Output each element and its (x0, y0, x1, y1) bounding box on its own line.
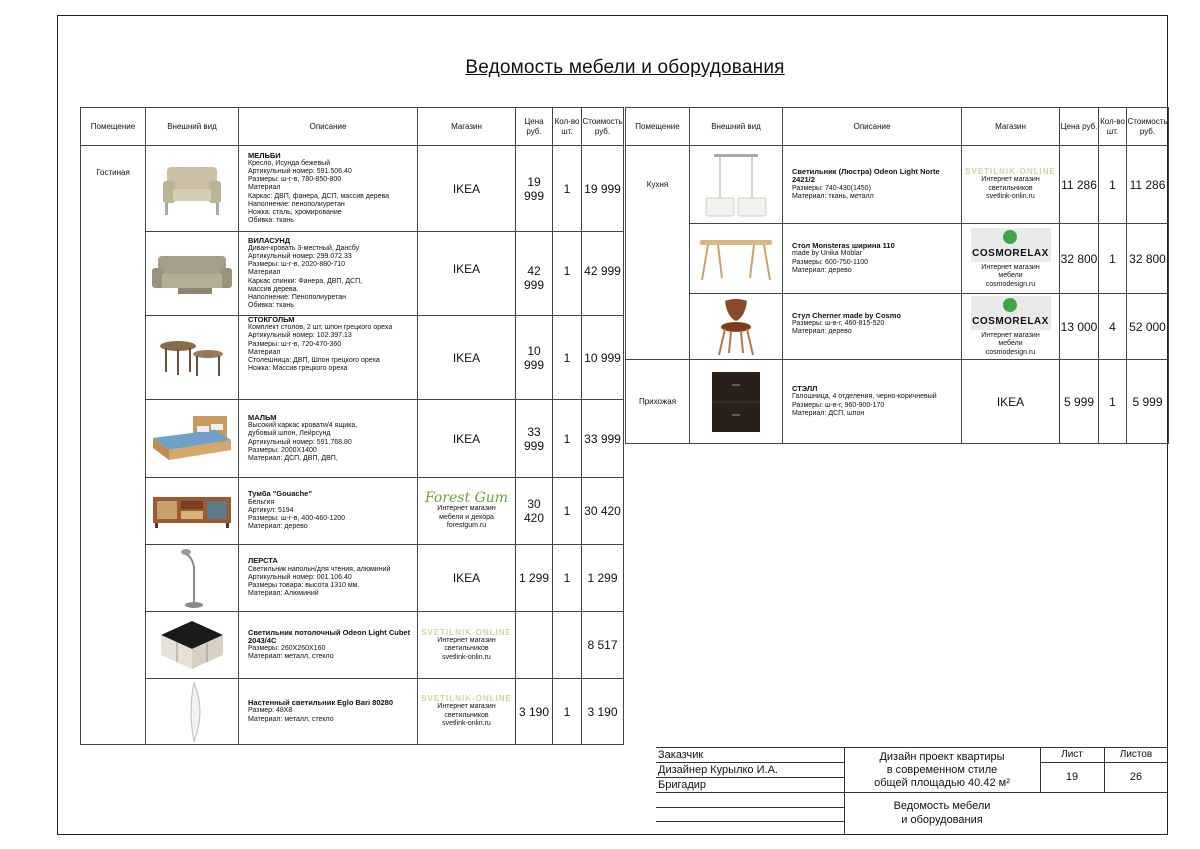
qty-cell: 1 (1099, 360, 1127, 444)
sofa-icon (146, 232, 239, 316)
armchair-icon (146, 146, 239, 232)
furniture-table-left (80, 107, 624, 745)
header-price: Цена руб. (1060, 108, 1099, 146)
header-look: Внешний вид (690, 108, 783, 146)
svetilnik-online-logo: SVETILNIK-ONLINE (421, 627, 512, 637)
price-cell: 5 999 (1060, 360, 1099, 444)
price-cell: 10 999 (516, 316, 553, 400)
shop-cell: COSMORELAX Интернет магазин мебели cosmodesign.ru (962, 294, 1060, 360)
table-row (81, 232, 624, 316)
item-description: ЛЕРСТА Светильник напольн/для чтения, алюминий Артикульный номер: 001.106.40 Размеры товара: высота 1310 мм. Материал: Алюминий (239, 545, 418, 612)
shop-cell: SVETILNIK-ONLINE Интернет магазин светильников svetlink-onlin.ru (962, 146, 1060, 224)
shop-cell: IKEA (418, 316, 516, 400)
cosmorelax-logo: COSMORELAX (971, 228, 1051, 262)
price-cell: 19 999 (516, 146, 553, 232)
qty-cell: 1 (1099, 224, 1127, 294)
svetilnik-online-logo: SVETILNIK-ONLINE (421, 694, 512, 704)
coffee-tables-icon (146, 316, 239, 400)
item-description: МЕЛЬБИ Кресло, Исунда бежевый Артикульный номер: 591.506.40 Размеры: ш-г-в, 780-850-800 Материал Каркас: ДВП, фанера, ДСП, массив дерева Наполнение: пенополиуретан Ножка: сталь, хромирование Обивка: ткань (239, 146, 418, 232)
item-description: Светильник (Люстра) Odeon Light Norte 2421/2 Размеры: 740-430(1450) Материал: ткань, металл (783, 146, 962, 224)
shop-cell: IKEA (418, 232, 516, 316)
cosmorelax-logo: COSMORELAX (971, 296, 1051, 330)
foreman-label: Бригадир (658, 779, 707, 791)
shop-cell: IKEA (962, 360, 1060, 444)
shop-cell: IKEA (418, 400, 516, 478)
table-header-row (626, 108, 1169, 146)
shoe-cabinet-icon (690, 360, 783, 444)
shop-cell: COSMORELAX Интернет магазин мебели cosmodesign.ru (962, 224, 1060, 294)
cost-cell: 8 517 (582, 612, 624, 679)
table-row (81, 146, 624, 232)
cost-cell: 1 299 (582, 545, 624, 612)
shop-cell: SVETILNIK-ONLINE Интернет магазин светильников svetlink-onlin.ru (418, 679, 516, 745)
pendant-lamp-icon (690, 146, 783, 224)
header-look: Внешний вид (146, 108, 239, 146)
qty-cell: 1 (553, 146, 582, 232)
cost-cell: 30 420 (582, 478, 624, 545)
price-cell: 33 999 (516, 400, 553, 478)
item-description: Тумба "Gouache" Бельгия Артикул: 5194 Размеры: ш-г-в, 400-460-1200 Материал: дерево (239, 478, 418, 545)
cost-cell: 19 999 (582, 146, 624, 232)
cost-cell: 32 800 (1127, 224, 1169, 294)
qty-cell: 1 (1099, 146, 1127, 224)
shop-cell: IKEA (418, 545, 516, 612)
shop-cell: SVETILNIK-ONLINE Интернет магазин светильников svetlink-onlin.ru (418, 612, 516, 679)
table-row (81, 400, 624, 478)
header-qty: Кол-во шт. (1099, 108, 1127, 146)
price-cell: 30 420 (516, 478, 553, 545)
sheet-label: Лист (1061, 749, 1083, 760)
shop-cell: IKEA (418, 146, 516, 232)
header-price: Цена руб. (516, 108, 553, 146)
table-row (626, 146, 1169, 224)
room-kitchen: Кухня (626, 146, 690, 360)
chair-icon (690, 294, 783, 360)
header-cost: Стоимость руб. (582, 108, 624, 146)
bed-icon (146, 400, 239, 478)
header-cost: Стоимость руб. (1127, 108, 1169, 146)
price-cell: 42 999 (516, 232, 553, 316)
sheet-number: 19 (1065, 771, 1079, 783)
qty-cell: 1 (553, 232, 582, 316)
header-qty: Кол-во шт. (553, 108, 582, 146)
qty-cell: 1 (553, 400, 582, 478)
qty-cell: 1 (553, 679, 582, 745)
table-row (81, 679, 624, 745)
table-row (626, 294, 1169, 360)
price-cell: 32 800 (1060, 224, 1099, 294)
header-room: Помещение (626, 108, 690, 146)
cost-cell: 11 286 (1127, 146, 1169, 224)
item-description: Стол Monsteras ширина 110 made by Unika Moblar Размеры: 600-750-1100 Материал: дерево (783, 224, 962, 294)
cost-cell: 42 999 (582, 232, 624, 316)
header-shop: Магазин (418, 108, 516, 146)
item-description: СТОКГОЛЬМ Комплект столов, 2 шт, шпон грецкого ореха Артикульный номер: 102.397.13 Размеры: ш-г-в, 720-470-360 Материал Столешница: ДВП, Шпон грецкого ореха Ножка: Массив грецкого ореха (239, 316, 418, 400)
sheets-total: 26 (1129, 771, 1143, 783)
tv-stand-icon (146, 478, 239, 545)
furniture-table-right (625, 107, 1169, 444)
cost-cell: 33 999 (582, 400, 624, 478)
table-row (81, 545, 624, 612)
dining-table-icon (690, 224, 783, 294)
cost-cell: 3 190 (582, 679, 624, 745)
qty-cell: 4 (1099, 294, 1127, 360)
room-hall: Прихожая (626, 360, 690, 444)
shop-cell: Forest Gum Интернет магазин мебели и декора forestgum.ru (418, 478, 516, 545)
item-description: МАЛЬМ Высокий каркас кровати/4 ящика, дубовый шпон, Лейрсунд Артикульный номер: 591.768.80 Размеры: 2000Х1400 Материал: ДСП, ДВП, ДВП, (239, 400, 418, 478)
qty-cell: 1 (553, 316, 582, 400)
table-row (81, 478, 624, 545)
header-room: Помещение (81, 108, 146, 146)
designer-label: Дизайнер Курылко И.А. (658, 764, 778, 776)
customer-label: Заказчик (658, 749, 704, 761)
title-block (656, 747, 1168, 835)
item-description: Стул Cherner made by Cosmo Размеры: ш-в-г, 460-815-520 Материал: дерево (783, 294, 962, 360)
sheet-title: Ведомость мебели и оборудования (893, 800, 991, 826)
project-name: Дизайн проект квартиры в современном стиле общей площадью 40.42 м² (874, 751, 1010, 789)
qty-cell: 1 (553, 478, 582, 545)
ceiling-light-icon (146, 612, 239, 679)
item-description: Светильник потолочный Odeon Light Cubet 2043/4C Размеры: 260Х260Х160 Материал: металл, стекло (239, 612, 418, 679)
table-row (81, 316, 624, 400)
price-cell: 3 190 (516, 679, 553, 745)
price-cell (516, 612, 553, 679)
sheets-label: Листов (1119, 749, 1153, 760)
cost-cell: 10 999 (582, 316, 624, 400)
wall-light-icon (146, 679, 239, 745)
table-header-row (81, 108, 624, 146)
price-cell: 13 000 (1060, 294, 1099, 360)
page-title: Ведомость мебели и оборудования (465, 57, 785, 78)
table-row (81, 612, 624, 679)
item-description: СТЭЛЛ Галошница, 4 отделения, черно-коричневый Размеры: ш-в-г, 960-900-170 Материал: ДСП, шпон (783, 360, 962, 444)
table-row (626, 224, 1169, 294)
cost-cell: 5 999 (1127, 360, 1169, 444)
header-description: Описание (783, 108, 962, 146)
room-living: Гостиная (81, 146, 146, 745)
cost-cell: 52 000 (1127, 294, 1169, 360)
price-cell: 1 299 (516, 545, 553, 612)
header-description: Описание (239, 108, 418, 146)
forest-gum-logo: Forest Gum (424, 490, 509, 507)
qty-cell (553, 612, 582, 679)
qty-cell: 1 (553, 545, 582, 612)
svetilnik-online-logo: SVETILNIK-ONLINE (965, 167, 1056, 177)
floor-lamp-icon (146, 545, 239, 612)
item-description: Настенный светильник Eglo Bari 80280 Размер: 48Х8 Материал: металл, стекло (239, 679, 418, 745)
item-description: ВИЛАСУНД Диван-кровать 3-местный, Дансбу Артикульный номер: 299.072.33 Размеры: ш-г-в, 2020-880-710 Материал Каркас спинки: Фанера, ДВП, ДСП, массив дерева. Наполнение: Пенополиуретан Обивка: ткань (239, 232, 418, 316)
table-row (626, 360, 1169, 444)
price-cell: 11 286 (1060, 146, 1099, 224)
header-shop: Магазин (962, 108, 1060, 146)
